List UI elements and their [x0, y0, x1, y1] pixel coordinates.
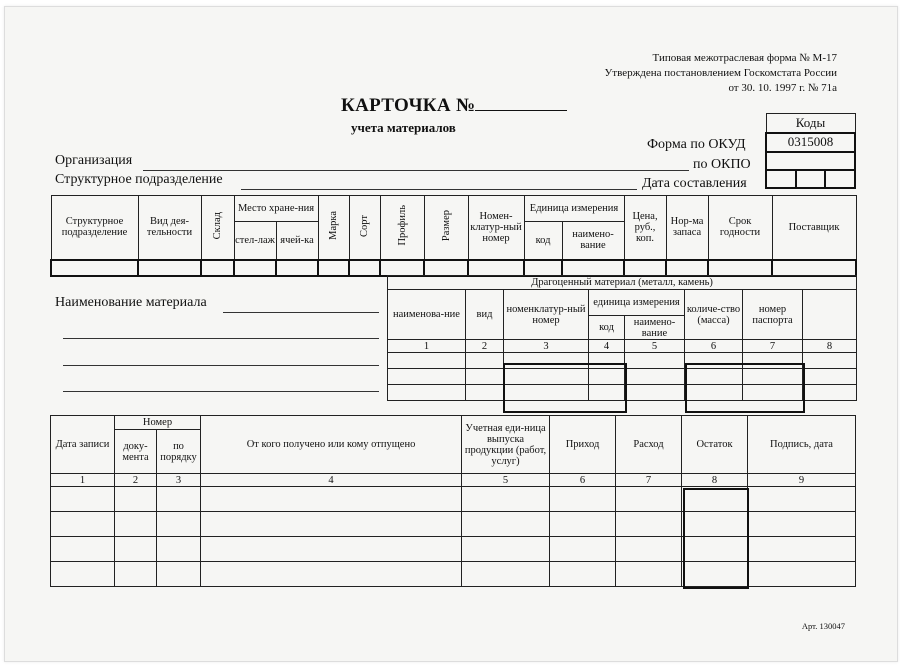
- col-brand: [318, 196, 349, 260]
- mv-cell[interactable]: [550, 487, 616, 512]
- pm-col-code: код: [589, 316, 625, 340]
- mv-cell[interactable]: [157, 487, 201, 512]
- approval-line: Утверждена постановлением Госкомстата России: [604, 67, 837, 79]
- card-title-text: КАРТОЧКА №: [341, 95, 476, 116]
- t1-cell[interactable]: [468, 260, 524, 276]
- mv-cell[interactable]: [550, 537, 616, 562]
- mv-cell[interactable]: [51, 562, 115, 587]
- date-label: Дата составления: [642, 176, 747, 191]
- mv-cell[interactable]: [115, 537, 157, 562]
- mv-num: 4: [201, 474, 462, 487]
- okpo-value[interactable]: [766, 152, 855, 170]
- col-profile: [380, 196, 424, 260]
- pm-num: 1: [388, 340, 466, 353]
- material-info-table: [50, 195, 857, 277]
- card-title: [341, 95, 567, 117]
- t1-cell[interactable]: [380, 260, 424, 276]
- mv-cell[interactable]: [462, 562, 550, 587]
- col-price: Цена, руб., коп.: [624, 196, 666, 260]
- material-name-line-3[interactable]: [63, 365, 379, 366]
- col-item-no: Номен-клатур-ный номер: [468, 196, 524, 260]
- pm-num: 8: [803, 340, 857, 353]
- mv-num: 9: [748, 474, 856, 487]
- col-profile-text: Профиль: [396, 205, 408, 247]
- date-year-cell[interactable]: [825, 170, 855, 188]
- col-brand-text: Марка: [328, 211, 339, 241]
- mv-cell[interactable]: [201, 562, 462, 587]
- codes-header: Коды: [766, 114, 855, 133]
- mv-col-date: Дата записи: [51, 416, 115, 474]
- pm-cell[interactable]: [388, 369, 466, 385]
- pm-cell[interactable]: [625, 369, 685, 385]
- pm-cell[interactable]: [803, 369, 857, 385]
- mv-cell[interactable]: [51, 537, 115, 562]
- col-warehouse-text: Склад: [212, 212, 223, 240]
- pm-cell[interactable]: [466, 353, 504, 369]
- article-number: Арт. 130047: [801, 621, 845, 631]
- t1-cell[interactable]: [708, 260, 772, 276]
- pm-cell[interactable]: [388, 353, 466, 369]
- mv-cell[interactable]: [550, 512, 616, 537]
- date-month-cell[interactable]: [796, 170, 826, 188]
- form-type-line: Типовая межотраслевая форма № М-17: [652, 52, 837, 64]
- precious-title: Драгоценный материал (металл, камень): [388, 276, 857, 290]
- t1-cell[interactable]: [666, 260, 708, 276]
- organization-label: Организация: [55, 153, 133, 168]
- mv-cell[interactable]: [157, 562, 201, 587]
- form-approval-header: [605, 51, 837, 96]
- col-grade-text: Сорт: [359, 214, 370, 237]
- pm-col-unit: единица измерения: [589, 290, 685, 316]
- mv-col-in: Приход: [550, 416, 616, 474]
- col-warehouse: [201, 196, 234, 260]
- pm-col-unit-name: наимено-вание: [625, 316, 685, 340]
- mv-num: 5: [462, 474, 550, 487]
- col-shelf-life: Срок годности: [708, 196, 772, 260]
- pm-bold-box-qty: [685, 363, 805, 413]
- mv-col-unit: Учетная еди-ница выпуска продукции (работ, услуг): [462, 416, 550, 474]
- col-unit: Единица измерения: [524, 196, 624, 222]
- mv-cell[interactable]: [157, 512, 201, 537]
- mv-cell[interactable]: [748, 562, 856, 587]
- t1-cell[interactable]: [201, 260, 234, 276]
- mv-col-number: Номер: [115, 416, 201, 430]
- mv-cell[interactable]: [157, 537, 201, 562]
- card-subtitle: учета материалов: [351, 120, 456, 135]
- mv-col-out: Расход: [616, 416, 682, 474]
- t1-cell[interactable]: [562, 260, 624, 276]
- mv-col-rest: Остаток: [682, 416, 748, 474]
- pm-num: 7: [743, 340, 803, 353]
- material-name-line-4[interactable]: [63, 391, 379, 392]
- col-cell: ячей-ка: [276, 222, 318, 260]
- mv-cell[interactable]: [616, 537, 682, 562]
- pm-col-qty: количе-ство (масса): [685, 290, 743, 340]
- mv-bold-box-rest: [683, 488, 749, 589]
- t1-cell[interactable]: [51, 260, 138, 276]
- t1-cell[interactable]: [318, 260, 349, 276]
- t1-cell[interactable]: [234, 260, 276, 276]
- col-grade: [349, 196, 380, 260]
- col-department: Структурное подразделение: [51, 196, 138, 260]
- material-name-line-2[interactable]: [63, 338, 379, 339]
- approval-date-line: от 30. 10. 1997 г. № 71а: [728, 82, 837, 94]
- mv-cell[interactable]: [616, 562, 682, 587]
- pm-col-name: наименова-ние: [388, 290, 466, 340]
- pm-num: 3: [504, 340, 589, 353]
- col-unit-code: код: [524, 222, 562, 260]
- mv-cell[interactable]: [616, 487, 682, 512]
- mv-cell[interactable]: [51, 487, 115, 512]
- col-norm: Нор-ма запаса: [666, 196, 708, 260]
- mv-cell[interactable]: [616, 512, 682, 537]
- mv-col-order: по порядку: [157, 430, 201, 474]
- department-field[interactable]: [241, 189, 637, 190]
- mv-cell[interactable]: [462, 537, 550, 562]
- pm-cell[interactable]: [466, 369, 504, 385]
- pm-col-blank: [803, 290, 857, 340]
- date-day-cell[interactable]: [766, 170, 796, 188]
- mv-num: 8: [682, 474, 748, 487]
- material-name-field[interactable]: [223, 312, 379, 313]
- col-activity: Вид дея-тельности: [138, 196, 201, 260]
- pm-cell[interactable]: [625, 385, 685, 401]
- department-label: Структурное подразделение: [55, 172, 223, 187]
- pm-num: 5: [625, 340, 685, 353]
- mv-num: 2: [115, 474, 157, 487]
- pm-cell[interactable]: [803, 353, 857, 369]
- mv-num: 3: [157, 474, 201, 487]
- organization-field[interactable]: [143, 170, 689, 171]
- pm-col-passport: номер паспорта: [743, 290, 803, 340]
- mv-cell[interactable]: [115, 562, 157, 587]
- col-rack: стел-лаж: [234, 222, 276, 260]
- t1-cell[interactable]: [424, 260, 468, 276]
- card-number-field[interactable]: [475, 96, 567, 111]
- pm-cell[interactable]: [625, 353, 685, 369]
- mv-cell[interactable]: [748, 487, 856, 512]
- t1-cell[interactable]: [524, 260, 562, 276]
- col-unit-name: наимено-вание: [562, 222, 624, 260]
- mv-num: 6: [550, 474, 616, 487]
- pm-bold-box-item-no: [503, 363, 627, 413]
- material-name-label: Наименование материала: [55, 295, 207, 310]
- col-storage: Место хране-ния: [234, 196, 318, 222]
- pm-cell[interactable]: [466, 385, 504, 401]
- mv-cell[interactable]: [748, 512, 856, 537]
- codes-table: [765, 113, 856, 189]
- okud-label: Форма по ОКУД: [647, 137, 746, 152]
- mv-cell[interactable]: [115, 487, 157, 512]
- mv-cell[interactable]: [201, 512, 462, 537]
- mv-cell[interactable]: [462, 487, 550, 512]
- t1-cell[interactable]: [349, 260, 380, 276]
- t1-cell[interactable]: [772, 260, 856, 276]
- mv-num: 1: [51, 474, 115, 487]
- col-size-text: Размер: [440, 210, 452, 242]
- col-size: [424, 196, 468, 260]
- mv-cell[interactable]: [201, 537, 462, 562]
- mv-num: 7: [616, 474, 682, 487]
- mv-cell[interactable]: [201, 487, 462, 512]
- pm-col-type: вид: [466, 290, 504, 340]
- mv-cell[interactable]: [462, 512, 550, 537]
- mv-cell[interactable]: [115, 512, 157, 537]
- col-supplier: Поставщик: [772, 196, 856, 260]
- mv-col-sign: Подпись, дата: [748, 416, 856, 474]
- form-sheet: [4, 6, 898, 662]
- pm-cell[interactable]: [388, 385, 466, 401]
- pm-col-item-no: номенклатур-ный номер: [504, 290, 589, 340]
- okud-value: 0315008: [766, 133, 855, 152]
- mv-col-doc: доку-мента: [115, 430, 157, 474]
- mv-cell[interactable]: [51, 512, 115, 537]
- pm-num: 4: [589, 340, 625, 353]
- pm-cell[interactable]: [803, 385, 857, 401]
- mv-cell[interactable]: [550, 562, 616, 587]
- pm-num: 6: [685, 340, 743, 353]
- pm-num: 2: [466, 340, 504, 353]
- t1-cell[interactable]: [276, 260, 318, 276]
- mv-cell[interactable]: [748, 537, 856, 562]
- t1-cell[interactable]: [624, 260, 666, 276]
- mv-col-from-to: От кого получено или кому отпущено: [201, 416, 462, 474]
- okpo-label: по ОКПО: [693, 157, 751, 172]
- t1-cell[interactable]: [138, 260, 201, 276]
